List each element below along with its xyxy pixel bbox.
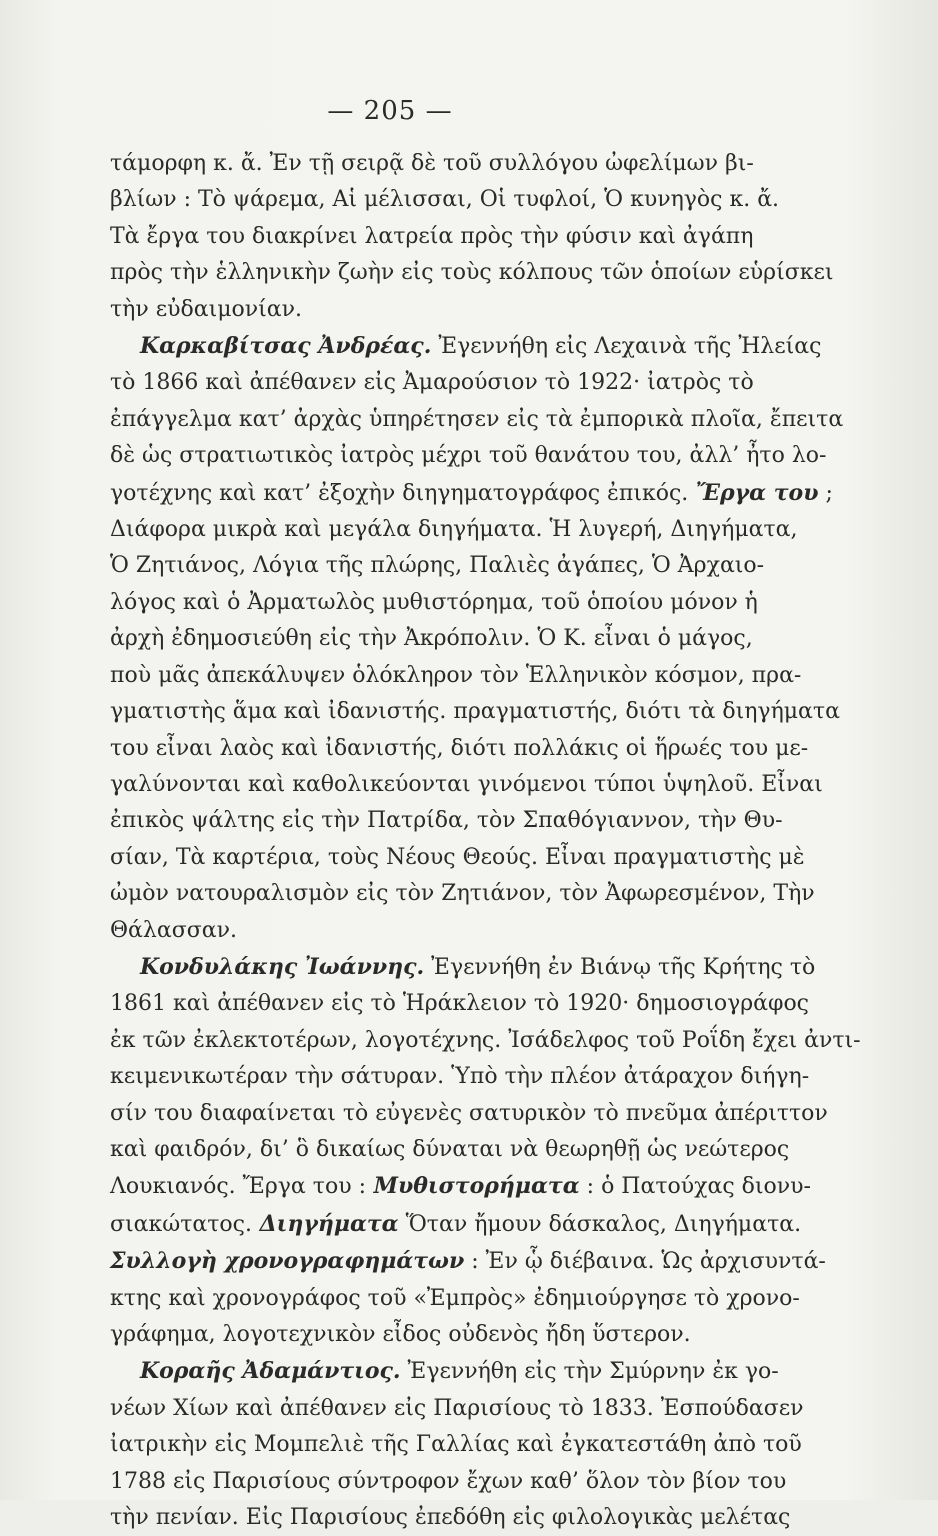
text-line: [110, 1317, 760, 1353]
line-text: βλίων : Τὸ ψάρεμα, Αἱ μέλισσαι, Οἱ τυφλοί, Ὁ κυνηγὸς κ. ἄ.: [110, 187, 780, 213]
line-tail: Ὅταν ἤμουν δάσκαλος, Διηγήματα.: [398, 1211, 802, 1237]
line-text: Τὰ ἔργα του διακρίνει λατρεία πρὸς τὴν φύσιν καὶ ἀγάπη: [110, 223, 754, 249]
text-line: [110, 803, 783, 839]
entry-heading: Συλλογὴ χρονογραφημάτων: [110, 1248, 465, 1275]
line-text: λόγος καὶ ὁ Ἀρματωλὸς μυθιστόρημα, τοῦ ὁποίου μόνον ἡ: [110, 589, 758, 615]
text-line: [110, 548, 765, 584]
text-line: [110, 621, 760, 657]
line-text: ἐκ τῶν ἐκλεκτοτέρων, λογοτέχνης. Ἰσάδελφος τοῦ Ροΐδη ἔχει ἀντι-: [110, 1027, 861, 1053]
text-line: [110, 949, 816, 986]
text-line: [110, 1391, 804, 1427]
entry-heading: Καρκαβίτσας Ἀνδρέας.: [140, 333, 432, 360]
text-line: [110, 292, 760, 328]
line-text: : Ἐν ᾧ διέβαινα. Ὡς ἀρχισυντά-: [464, 1249, 826, 1275]
text-line: [110, 512, 798, 548]
line-text: γοτέχνης καὶ κατ’ ἐξοχὴν διηγηματογράφος ἐπικός.: [110, 480, 689, 506]
text-line: [110, 1427, 802, 1463]
text-line: [110, 658, 802, 694]
line-text: του εἶναι λαὸς καὶ ἰδανιστής, διότι πολλάκις οἱ ἥρωές του με-: [110, 735, 809, 761]
text-line: [110, 1168, 811, 1205]
inline-heading: Ἔργα του: [688, 479, 819, 506]
text-line: [110, 438, 827, 474]
text-line: [110, 731, 809, 767]
text-line: [110, 876, 815, 912]
line-tail: ;: [818, 480, 833, 506]
line-text: γματιστὴς ἅμα καὶ ἰδανιστής. πραγματιστής, διότι τὰ διηγήματα: [110, 699, 840, 725]
line-text: ὠμὸν νατουραλισμὸν εἰς τὸν Ζητιάνον, τὸν Ἀφωρεσμένον, Τὴν: [110, 881, 815, 907]
line-text: γαλύνονται καὶ καθολικεύονται γινόμενοι τύποι ὑψηλοῦ. Εἶναι: [110, 771, 823, 797]
text-line: [110, 1023, 861, 1059]
line-text: ἰατρικὴν εἰς Μομπελιὲ τῆς Γαλλίας καὶ ἐγκατεστάθη ἀπὸ τοῦ: [110, 1432, 802, 1458]
line-text: σίαν, Τὰ καρτέρια, τοὺς Νέους Θεούς. Εἶναι πραγματιστὴς μὲ: [110, 844, 805, 870]
line-text: πρὸς τὴν ἑλληνικὴν ζωὴν εἰς τοὺς κόλπους τῶν ὁποίων εὑρίσκει: [110, 260, 834, 286]
text-line: [110, 1243, 826, 1280]
line-tail: : ὁ Πατούχας διονυ-: [579, 1174, 811, 1200]
line-text: Ἐγεννήθη ἐν Βιάνῳ τῆς Κρήτης τὸ: [424, 954, 816, 980]
text-line: [110, 146, 760, 182]
line-text: Ἐγεννήθη εἰς τὴν Σμύρνην ἐκ γο-: [400, 1359, 779, 1385]
line-text: τὴν εὐδαιμονίαν.: [110, 296, 302, 322]
text-line: [110, 475, 833, 512]
text-line: [110, 182, 780, 218]
line-text: Ὁ Ζητιάνος, Λόγια τῆς πλώρης, Παλιὲς ἀγάπες, Ὁ Ἀρχαιο-: [110, 553, 765, 579]
line-text: ἐπικὸς ψάλτης εἰς τὴν Πατρίδα, τὸν Σπαθόγιαννον, τὴν Θυ-: [110, 808, 783, 834]
text-line: [110, 1281, 800, 1317]
text-line: [110, 1464, 787, 1500]
text-line: [110, 219, 760, 255]
text-line: [110, 1353, 779, 1390]
text-line: [110, 767, 823, 803]
text-line: [110, 1500, 791, 1536]
line-text: κτης καὶ χρονογράφος τοῦ «Ἐμπρὸς» ἐδημιούργησε τὸ χρονο-: [110, 1285, 800, 1311]
line-text: ἀρχὴ ἐδημοσιεύθη εἰς τὴν Ἀκρόπολιν. Ὁ Κ. εἶναι ὁ μάγος,: [110, 626, 753, 652]
text-line: [110, 365, 760, 401]
line-text: τάμορφη κ. ἄ. Ἐν τῇ σειρᾷ δὲ τοῦ συλλόγου ὠφελίμων βι-: [110, 151, 754, 176]
text-line: [110, 585, 760, 621]
text-line: [110, 986, 810, 1022]
entry-heading: Κοραῆς Ἀδαμάντιος.: [140, 1358, 401, 1385]
line-text: ποὺ μᾶς ἀπεκάλυψεν ὁλόκληρον τὸν Ἑλληνικὸν κόσμον, πρα-: [110, 662, 802, 688]
page-number: — 205 —: [327, 96, 453, 126]
text-line: [110, 1132, 790, 1168]
inline-heading: Διηγήματα: [251, 1210, 399, 1237]
text-line: [110, 255, 834, 291]
line-text: τὸ 1866 καὶ ἀπέθανεν εἰς Ἀμαρούσιον τὸ 1922· ἰατρὸς τὸ: [110, 370, 754, 396]
body-text: [110, 146, 861, 1536]
line-text: καὶ φαιδρόν, δι’ ὃ δικαίως δύναται νὰ θεωρηθῇ ὡς νεώτερος: [110, 1136, 790, 1162]
line-text: σιακώτατος.: [110, 1211, 252, 1237]
line-text: 1788 εἰς Παρισίους σύντροφον ἔχων καθ’ ὅλον τὸν βίον του: [110, 1468, 787, 1494]
line-text: Θάλασσαν.: [110, 917, 237, 943]
text-line: [110, 328, 822, 365]
line-text: νέων Χίων καὶ ἀπέθανεν εἰς Παρισίους τὸ 1833. Ἐσπούδασεν: [110, 1395, 804, 1421]
line-text: Διάφορα μικρὰ καὶ μεγάλα διηγήματα. Ἡ λυγερή, Διηγήματα,: [110, 517, 798, 543]
text-line: [110, 840, 805, 876]
line-text: κειμενικωτέραν τὴν σάτυραν. Ὑπὸ τὴν πλέον ἀτάραχον διήγη-: [110, 1064, 810, 1090]
text-line: [110, 694, 840, 730]
line-text: γράφημα, λογοτεχνικὸν εἶδος οὐδενὸς ἤδη ὕστερον.: [110, 1322, 691, 1347]
text-line: [110, 402, 844, 438]
inline-heading: Μυθιστορήματα: [365, 1173, 580, 1200]
entry-heading: Κονδυλάκης Ἰωάννης.: [140, 953, 425, 980]
text-line: [110, 1206, 802, 1243]
line-text: δὲ ὡς στρατιωτικὸς ἰατρὸς μέχρι τοῦ θανάτου του, ἀλλ’ ἦτο λο-: [110, 443, 827, 469]
line-text: ἐπάγγελμα κατ’ ἀρχὰς ὑπηρέτησεν εἰς τὰ ἐμπορικὰ πλοῖα, ἔπειτα: [110, 406, 844, 432]
line-text: Ἐγεννήθη εἰς Λεχαινὰ τῆς Ἠλείας: [431, 334, 822, 360]
text-line: [110, 913, 760, 949]
line-text: τὴν πενίαν. Εἰς Παρισίους ἐπεδόθη εἰς φιλολογικὰς μελέτας: [110, 1505, 791, 1531]
text-line: [110, 1096, 828, 1132]
text-line: [110, 1059, 810, 1095]
line-text: Λουκιανός. Ἔργα του :: [110, 1174, 366, 1200]
line-text: 1861 καὶ ἀπέθανεν εἰς τὸ Ἡράκλειον τὸ 1920· δημοσιογράφος: [110, 991, 810, 1017]
line-text: σίν του διαφαίνεται τὸ εὐγενὲς σατυρικὸν τὸ πνεῦμα ἀπέριττον: [110, 1100, 828, 1126]
